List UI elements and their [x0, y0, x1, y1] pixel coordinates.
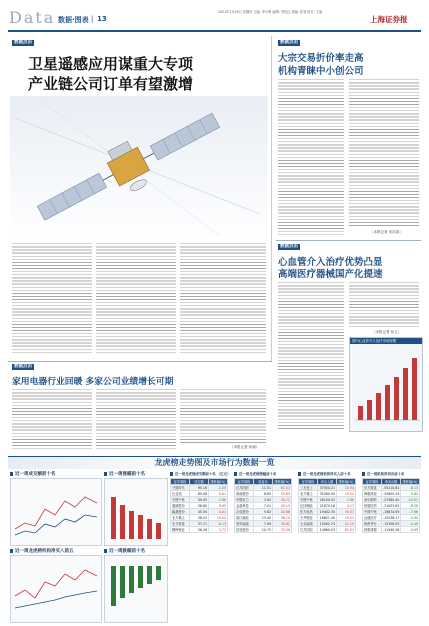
- mid-chart2: [104, 555, 168, 623]
- rank-table-header: 涨跌幅(%): [338, 480, 354, 484]
- rank-table-title: 近一周机构净卖出前十名: [362, 471, 424, 476]
- table-cell: 4.01: [209, 509, 228, 515]
- mid-chart1: [104, 478, 168, 546]
- market-size-chart: [349, 337, 423, 432]
- page-number: 13: [97, 15, 107, 23]
- rank-table-title: 近一周龙虎榜机构净买入前十名: [298, 471, 360, 476]
- table-cell: 13.40: [254, 515, 273, 521]
- table-cell: 95.16: [190, 485, 209, 491]
- table-cell: 金晶科技: [235, 503, 254, 509]
- rank-table-header: 证券简称: [363, 479, 382, 485]
- table-cell: 8.80: [254, 491, 273, 497]
- bottom-banner-title: 龙虎榜走势图及市场行为数据一览: [154, 457, 275, 467]
- lead-body-col3: [180, 242, 266, 355]
- right-top-section-tag: 数据点击: [280, 40, 298, 45]
- table-cell: 10.70: [254, 527, 273, 533]
- table-row: [171, 527, 228, 533]
- right-mid-headline-line1: 心血管介入治疗优势凸显: [278, 257, 383, 268]
- edition-info: 2021年7月29日 星期四 主编: 李小明 编辑: 李桂红 美编: 张赛 校对: 王丽: [218, 10, 323, 14]
- right-top-headline-line1: 大宗交易折价率走高: [278, 53, 364, 64]
- table-cell: 61.01: [337, 527, 356, 533]
- table-cell: 37050.21: [318, 485, 337, 491]
- table-cell: 亿纬锂能: [299, 503, 318, 509]
- rank-table-header: 收盘价: [254, 479, 273, 485]
- table-cell: -32605.19: [383, 491, 400, 496]
- table-cell: 中国中免: [171, 497, 190, 503]
- table-cell: -7.66: [401, 509, 420, 515]
- lead-body-col2: [96, 242, 176, 355]
- rank-table-header: 净卖出额: [382, 479, 401, 485]
- left-chart2-plot: [11, 556, 101, 622]
- market-size-chart-plot: [350, 344, 422, 430]
- table-cell: 江苏国信: [235, 485, 254, 491]
- table-row: [363, 527, 420, 533]
- table-cell: 4.17: [337, 503, 356, 509]
- table-cell: 10.01: [337, 515, 356, 521]
- left-chart1: [10, 478, 102, 546]
- right-mid-headline-line2: 高端医疗器械国产化提速: [278, 269, 383, 280]
- rank-table: [362, 478, 420, 533]
- table-cell: 11.51: [254, 485, 273, 491]
- table-cell: 15502.74: [318, 521, 337, 527]
- table-cell: 贵州茅台: [363, 521, 382, 527]
- market-size-chart-title: 国内心血管介入治疗市场规模: [350, 338, 422, 344]
- right-top-body-col2: [349, 78, 419, 228]
- table-cell: 隆基股份: [171, 509, 190, 515]
- rank-table-header: 涨跌幅(%): [274, 480, 290, 484]
- table-cell: 65.08: [190, 491, 209, 497]
- table-cell: 35280.90: [318, 491, 337, 497]
- rank-table-header: 成交额: [190, 479, 209, 485]
- table-cell: 5.61: [209, 491, 228, 497]
- rank-table: [170, 478, 228, 533]
- table-cell: 59.05: [190, 497, 209, 503]
- table-cell: -10.01: [401, 497, 420, 503]
- table-cell: 45.72: [273, 497, 292, 503]
- table-cell: 佳电股份: [235, 527, 254, 533]
- rank-table-header: 涨跌幅(%): [210, 480, 226, 484]
- table-cell: -15238.17: [383, 515, 400, 520]
- table-cell: 天齐锂业: [299, 515, 318, 521]
- left-chart2-title: 近一周龙虎榜机构净买入前五: [10, 548, 74, 554]
- rank-table-title: 近一周龙虎榜成交额前十名 （亿元）: [170, 471, 232, 476]
- right-top-byline: （本报记者 吴乐群）: [370, 230, 403, 234]
- rank-table-header: 涨跌幅(%): [402, 480, 418, 484]
- table-cell: 38.52: [190, 515, 209, 521]
- table-cell: 10.02: [209, 515, 228, 521]
- table-cell: 北方稀土: [171, 515, 190, 521]
- table-cell: 10.02: [337, 491, 356, 497]
- left-chart1-title: 近一周成交额前十名: [10, 471, 56, 477]
- table-cell: -21003.62: [383, 503, 400, 508]
- mid-chart2-title: 近一周跌幅前十名: [104, 548, 145, 554]
- table-cell: -4.49: [401, 521, 420, 527]
- table-cell: 45.13: [273, 503, 292, 509]
- table-cell: 37.71: [190, 521, 209, 527]
- right-mid-section-tag: 数据点击: [280, 244, 298, 249]
- home-body-col1: [12, 388, 92, 450]
- table-cell: -7.66: [337, 497, 356, 503]
- header-rule: [8, 30, 421, 32]
- table-cell: 36.26: [190, 527, 209, 533]
- section-label: 数据·图表: [58, 16, 89, 24]
- table-cell: 通威股份: [171, 503, 190, 509]
- table-cell: -8.13: [209, 521, 228, 527]
- table-cell: 40.68: [273, 509, 292, 515]
- table-cell: 19402.35: [318, 509, 337, 515]
- table-cell: 26100.52: [318, 497, 337, 503]
- table-cell: -8.13: [401, 485, 420, 491]
- mid-chart1-title: 近一周涨幅前十名: [104, 471, 145, 477]
- table-cell: 中国中免: [363, 509, 382, 515]
- bottom-banner: [8, 456, 421, 469]
- table-cell: 35.07: [337, 509, 356, 515]
- table-cell: 药明康德: [363, 527, 382, 533]
- table-row: [235, 527, 292, 533]
- table-cell: 东方财富: [363, 485, 382, 491]
- rank-table-title: 近一周龙虎榜涨幅前十名: [234, 471, 296, 476]
- right-top-body-col1: [278, 78, 344, 236]
- table-cell: 三友化工: [299, 485, 318, 491]
- right-mid-body-col1: [278, 281, 344, 431]
- lead-headline-line1: 卫星遥感应用谋重大专项: [28, 55, 194, 73]
- table-cell: 35.82: [273, 521, 292, 527]
- table-cell: 浙江新能: [235, 515, 254, 521]
- table-cell: 38.10: [273, 515, 292, 521]
- table-cell: 中国中免: [299, 497, 318, 503]
- rank-table-header: 证券简称: [171, 479, 190, 485]
- table-cell: -5.90: [401, 515, 420, 521]
- home-byline: （本报记者 孙丽）: [230, 445, 260, 449]
- table-cell: 江苏国信: [299, 527, 318, 533]
- right-mid-byline: （本报记者 孙立）: [372, 330, 402, 334]
- table-cell: 爱尔眼科: [363, 497, 382, 503]
- rank-table-header: 证券简称: [235, 479, 254, 485]
- data-logo: Data: [9, 8, 56, 27]
- table-cell: 7.99: [254, 521, 273, 527]
- masthead: Data 数据·图表 | 13 2021年7月29日 星期四 主编: 李小明 编辑: 李桂红 美编: 张赛 校对: 王丽 上海证券报: [0, 0, 429, 36]
- table-cell: -1.05: [209, 485, 228, 491]
- newspaper-name: 上海证券报: [370, 15, 408, 24]
- lead-section-tag: 数据点击: [14, 40, 32, 45]
- table-cell: 5.62: [254, 509, 273, 515]
- table-cell: 迈瑞医疗: [363, 515, 382, 521]
- table-cell: 北方稀土: [299, 491, 318, 497]
- table-cell: 海康威视: [363, 491, 382, 497]
- table-cell: 深南股份: [235, 491, 254, 497]
- table-cell: -7.66: [209, 497, 228, 503]
- lead-headline-line2: 产业链公司订单有望激增: [28, 75, 194, 93]
- table-cell: 53.63: [273, 491, 292, 497]
- table-cell: -6.58: [401, 503, 420, 509]
- table-cell: 3.92: [254, 497, 273, 503]
- mid-chart2-plot: [105, 556, 167, 622]
- table-cell: -27580.40: [383, 497, 400, 502]
- table-cell: 华银电力: [235, 497, 254, 503]
- left-chart1-plot: [11, 479, 101, 545]
- home-body-col2: [96, 388, 176, 450]
- home-headline: 家用电器行业回暖 多家公司业绩增长可期: [12, 377, 174, 387]
- table-cell: 昊华能源: [235, 521, 254, 527]
- table-cell: 东方财富: [171, 521, 190, 527]
- table-cell: 10.04: [337, 485, 356, 491]
- table-cell: 33.56: [273, 527, 292, 533]
- table-cell: 58.80: [190, 503, 209, 509]
- table-cell: -19874.09: [383, 509, 400, 514]
- table-cell: 恒瑞医药: [363, 503, 382, 509]
- table-cell: 21870.16: [318, 503, 337, 509]
- rank-table: [234, 478, 292, 533]
- table-cell: 14860.03: [318, 527, 337, 533]
- table-cell: 21.15: [337, 521, 356, 527]
- rank-table-header: 净买入额: [318, 479, 337, 485]
- table-cell: 宁德时代: [171, 485, 190, 491]
- table-cell: 吉电股份: [235, 509, 254, 515]
- right-mid-body-col2: [349, 281, 419, 329]
- table-cell: -55210.82: [383, 485, 400, 490]
- left-chart2: [10, 555, 102, 623]
- right-top-headline-line2: 机构青睐中小创公司: [278, 66, 364, 77]
- table-cell: -13306.55: [383, 521, 400, 526]
- lead-body-col1: [12, 242, 92, 355]
- table-cell: 大全能源: [299, 521, 318, 527]
- table-cell: 赣锋锂业: [171, 527, 190, 533]
- table-cell: -9.99: [401, 527, 420, 533]
- table-cell: 比亚迪: [171, 491, 190, 497]
- table-cell: 7.01: [254, 503, 273, 509]
- table-cell: 3.72: [209, 527, 228, 533]
- table-cell: 东方电热: [299, 509, 318, 515]
- home-section-tag: 数据点击: [14, 364, 32, 369]
- table-cell: 16821.40: [318, 515, 337, 521]
- rank-table-header: 证券简称: [299, 479, 318, 485]
- table-cell: 45.30: [190, 509, 209, 515]
- table-cell: -9.82: [401, 491, 420, 497]
- home-body-col3: [180, 388, 266, 444]
- satellite-icon: [10, 96, 268, 240]
- satellite-image: [10, 96, 268, 240]
- table-cell: 61.01: [273, 485, 292, 491]
- table-cell: 9.95: [209, 503, 228, 509]
- rank-table: [298, 478, 356, 533]
- table-row: [299, 527, 356, 533]
- table-cell: -11940.28: [383, 527, 400, 532]
- mid-chart1-plot: [105, 479, 167, 545]
